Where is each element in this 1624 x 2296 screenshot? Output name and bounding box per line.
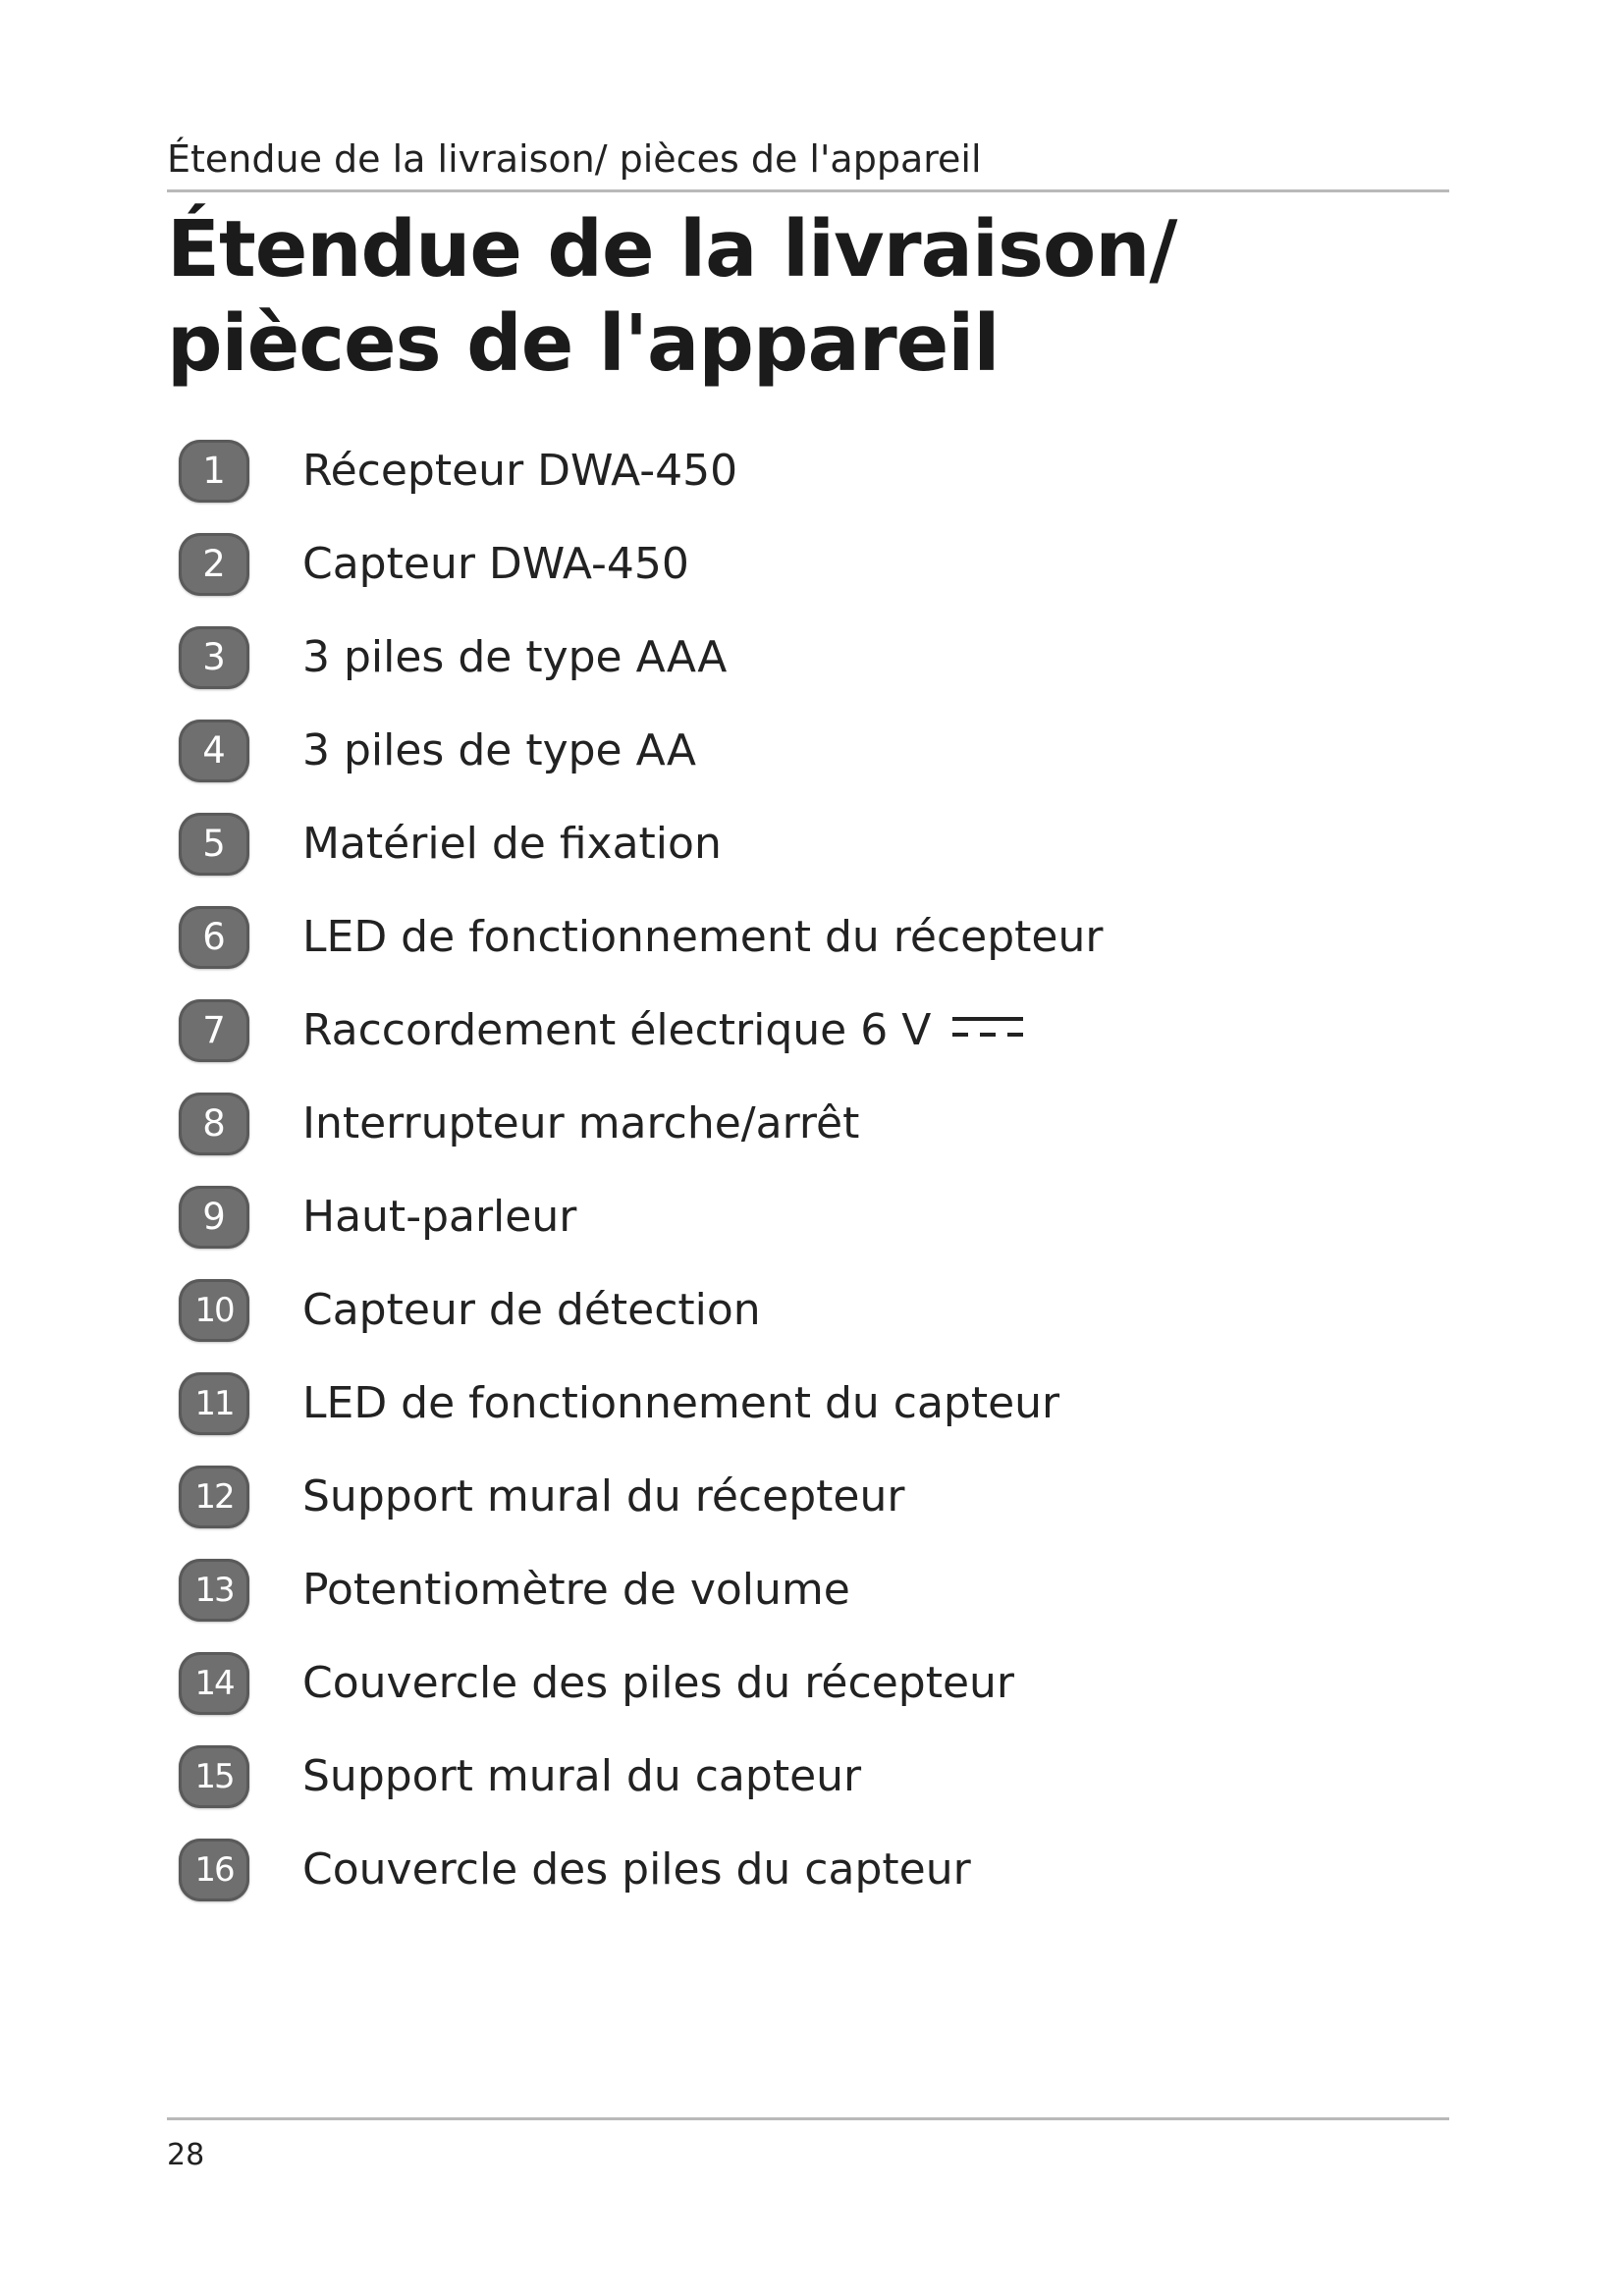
part-label: 3 piles de type AA <box>302 724 697 775</box>
part-number-badge: 15 <box>179 1745 249 1808</box>
list-item <box>179 984 1103 1077</box>
part-number-badge: 5 <box>179 813 249 876</box>
part-number-badge: 4 <box>179 720 249 782</box>
list-item <box>179 517 1103 611</box>
part-number-badge: 14 <box>179 1652 249 1715</box>
list-item <box>179 890 1103 984</box>
page-number: 28 <box>167 2138 205 2172</box>
part-number-badge: 2 <box>179 533 249 596</box>
part-number-badge: 7 <box>179 999 249 1062</box>
list-item <box>179 1823 1103 1916</box>
part-number-badge: 9 <box>179 1186 249 1249</box>
part-label: LED de fonctionnement du récepteur <box>302 911 1104 962</box>
part-label: Support mural du récepteur <box>302 1470 905 1522</box>
part-label: Couvercle des piles du récepteur <box>302 1657 1014 1708</box>
part-label: Raccordement électrique 6 V <box>302 1004 932 1055</box>
part-label: Potentiomètre de volume <box>302 1564 850 1615</box>
part-number-badge: 13 <box>179 1559 249 1622</box>
part-label: Haut-parleur <box>302 1191 577 1242</box>
part-label: Capteur de détection <box>302 1284 761 1335</box>
list-item <box>179 797 1103 890</box>
list-item <box>179 1543 1103 1636</box>
dc-current-icon <box>950 1012 1025 1045</box>
list-item <box>179 1730 1103 1823</box>
part-number-badge: 11 <box>179 1372 249 1435</box>
page-title: Étendue de la livraison/ pièces de l'appareil <box>167 204 1177 389</box>
list-item <box>179 611 1103 704</box>
part-number-badge: 10 <box>179 1279 249 1342</box>
list-item <box>179 1263 1103 1357</box>
part-label: Interrupteur marche/arrêt <box>302 1097 860 1148</box>
part-number-badge: 6 <box>179 906 249 969</box>
parts-list <box>179 424 1103 1916</box>
part-label: Couvercle des piles du capteur <box>302 1843 971 1895</box>
running-header: Étendue de la livraison/ pièces de l'appareil <box>167 137 982 181</box>
part-label: LED de fonctionnement du capteur <box>302 1377 1060 1428</box>
part-number-badge: 8 <box>179 1093 249 1155</box>
part-number-badge: 3 <box>179 626 249 689</box>
header-divider <box>167 189 1449 192</box>
list-item <box>179 1170 1103 1263</box>
part-number-badge: 16 <box>179 1839 249 1901</box>
list-item <box>179 704 1103 797</box>
part-label: Matériel de fixation <box>302 818 722 869</box>
part-label: Capteur DWA-450 <box>302 538 689 589</box>
part-number-badge: 1 <box>179 440 249 503</box>
list-item <box>179 1357 1103 1450</box>
list-item <box>179 1636 1103 1730</box>
part-label: Récepteur DWA-450 <box>302 445 738 496</box>
list-item <box>179 424 1103 517</box>
list-item <box>179 1077 1103 1170</box>
part-number-badge: 12 <box>179 1466 249 1528</box>
list-item <box>179 1450 1103 1543</box>
footer-divider <box>167 2117 1449 2120</box>
part-label: Support mural du capteur <box>302 1750 862 1801</box>
part-label: 3 piles de type AAA <box>302 631 728 682</box>
